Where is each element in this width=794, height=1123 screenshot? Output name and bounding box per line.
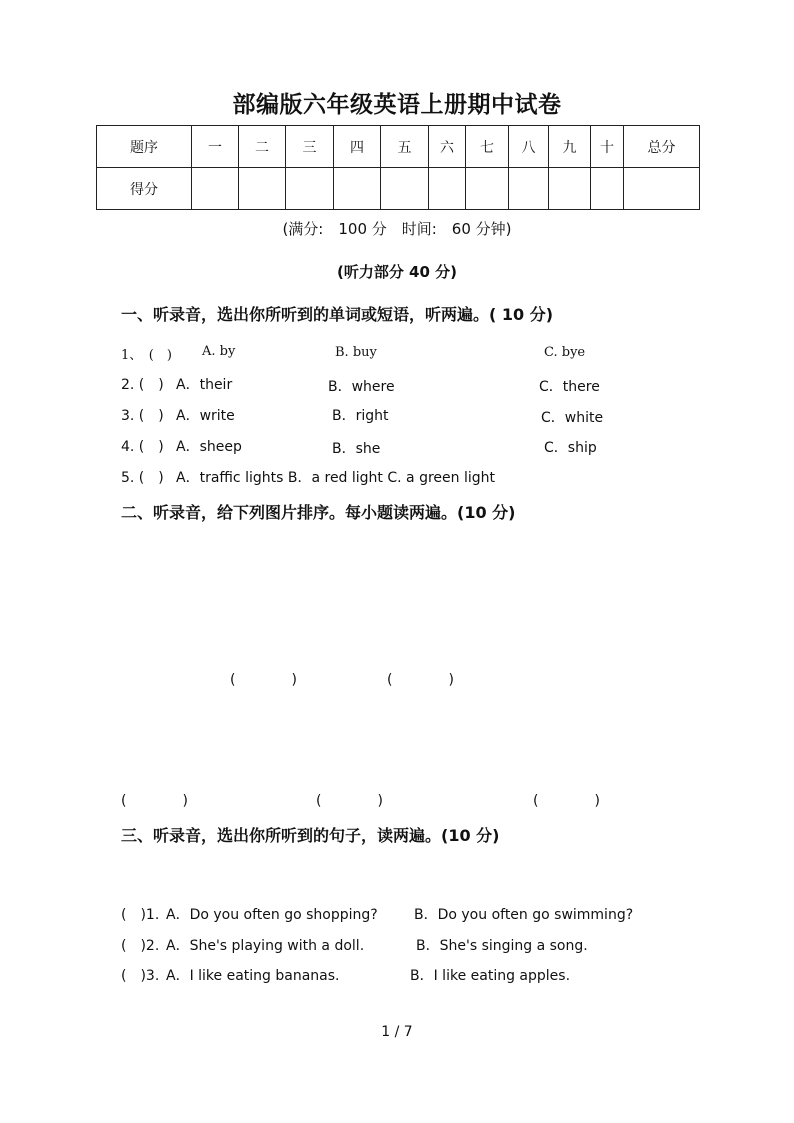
score-header-cell: 总分 — [624, 126, 700, 168]
score-cell[interactable] — [466, 168, 509, 210]
page-number: 1 / 7 — [381, 1024, 413, 1040]
score-table — [96, 125, 700, 210]
question-number: 2. ( ) — [121, 377, 164, 393]
option-b: B．she — [332, 441, 381, 457]
score-cell[interactable] — [381, 168, 429, 210]
score-cell[interactable] — [549, 168, 591, 210]
option-a: A．sheep — [176, 439, 242, 455]
question-number: 5. ( ) — [121, 470, 164, 486]
option-b: B．where — [328, 379, 395, 395]
question-number: ( )3. — [121, 968, 160, 984]
answer-blank[interactable]: ( ) — [316, 793, 383, 809]
score-cell[interactable] — [509, 168, 549, 210]
section2-title: 二、听录音，给下列图片排序。每小题读两遍。(10 分) — [121, 503, 516, 522]
score-header-cell: 二 — [239, 126, 286, 168]
question-number: ( )2. — [121, 938, 160, 954]
page-title: 部编版六年级英语上册期中试卷 — [232, 91, 562, 118]
score-cell[interactable] — [286, 168, 334, 210]
option-c: C. bye — [544, 345, 586, 360]
score-header-cell: 九 — [549, 126, 591, 168]
score-header-cell: 三 — [286, 126, 334, 168]
score-table-header-row — [97, 126, 700, 168]
option-a: A．their — [176, 377, 233, 393]
score-header-cell: 七 — [466, 126, 509, 168]
score-header-cell: 八 — [509, 126, 549, 168]
score-cell[interactable] — [334, 168, 381, 210]
answer-blank[interactable]: ( ) — [230, 672, 297, 688]
question-number: 3. ( ) — [121, 408, 164, 424]
score-cell[interactable] — [591, 168, 624, 210]
answer-blank[interactable]: ( ) — [121, 793, 188, 809]
option-a: A．write — [176, 408, 235, 424]
answer-blank[interactable]: ( ) — [533, 793, 600, 809]
score-header-cell: 题序 — [97, 126, 192, 168]
question-number: ( )1. — [121, 907, 160, 923]
score-cell[interactable] — [624, 168, 700, 210]
option-b: B．right — [332, 408, 389, 424]
option-b: B．I like eating apples. — [410, 968, 571, 984]
score-header-cell: 六 — [429, 126, 466, 168]
option-a: A．Do you often go shopping? — [166, 907, 378, 923]
answer-blank[interactable]: ( ) — [387, 672, 454, 688]
section3-title: 三、听录音，选出你所听到的句子，读两遍。(10 分) — [121, 826, 500, 845]
option-c: C．there — [539, 379, 600, 395]
option-b: B. buy — [335, 345, 377, 360]
option-c: C．white — [541, 410, 604, 426]
score-header-cell: 五 — [381, 126, 429, 168]
option-c: C．ship — [544, 440, 597, 456]
question-number: 1、 ( ) — [121, 348, 172, 363]
score-header-cell: 四 — [334, 126, 381, 168]
option-b: B．Do you often go swimming? — [414, 907, 634, 923]
score-cell[interactable] — [192, 168, 239, 210]
score-cell[interactable] — [429, 168, 466, 210]
option-line: A．traffic lights B．a red light C. a green light — [176, 470, 495, 486]
option-b: B．She's singing a song. — [416, 938, 588, 954]
score-header-cell: 一 — [192, 126, 239, 168]
listening-header: (听力部分 40 分) — [336, 263, 458, 281]
option-a: A. by — [202, 344, 236, 359]
question-number: 4. ( ) — [121, 439, 164, 455]
score-cell[interactable] — [239, 168, 286, 210]
exam-meta: (满分: 100 分 时间: 60 分钟) — [282, 220, 512, 238]
score-row-label: 得分 — [97, 168, 192, 210]
section1-title: 一、听录音，选出你所听到的单词或短语，听两遍。( 10 分) — [121, 305, 554, 324]
score-table-score-row — [97, 168, 700, 210]
option-a: A．I like eating bananas. — [166, 968, 340, 984]
option-a: A．She's playing with a doll. — [166, 938, 365, 954]
score-header-cell: 十 — [591, 126, 624, 168]
